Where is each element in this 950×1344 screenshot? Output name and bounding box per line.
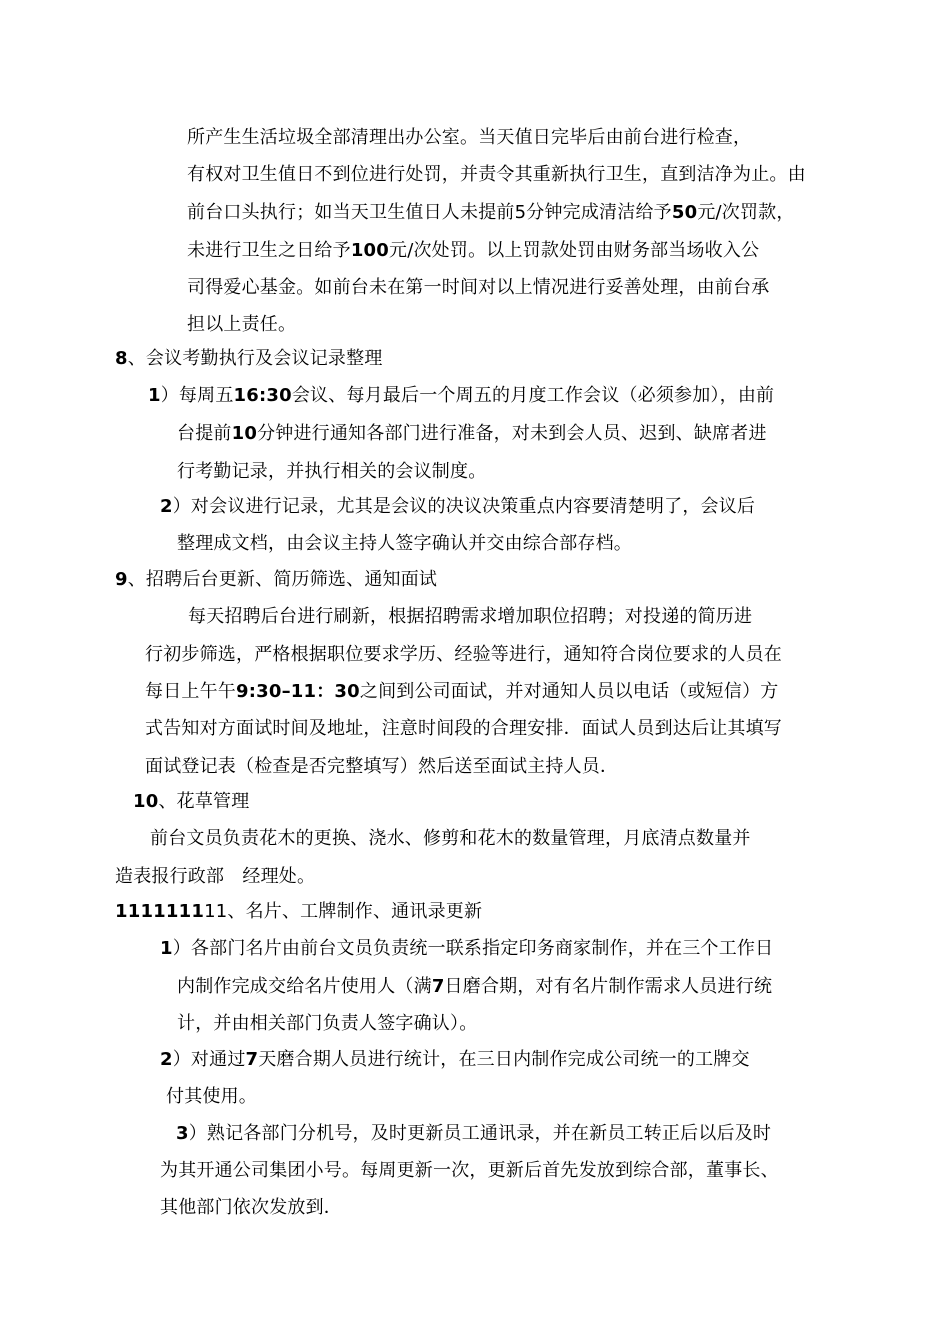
paragraph-line: 有权对卫生值日不到位进行处罚，并责令其重新执行卫生，直到洁净为止。由 <box>187 164 806 185</box>
paragraph-line: 担以上责任。 <box>187 314 297 335</box>
paragraph-line: 司得爱心基金。如前台未在第一时间对以上情况进行妥善处理，由前台承 <box>187 277 770 298</box>
paragraph-line: 内制作完成交给名片使用人（满7日磨合期，对有名片制作需求人员进行统 <box>177 976 773 997</box>
paragraph-line: 造表报行政部 经理处。 <box>115 866 316 887</box>
section-heading-9: 9、招聘后台更新、简历筛选、通知面试 <box>115 569 438 590</box>
paragraph-line: 所产生生活垃圾全部清理出办公室。当天值日完毕后由前台进行检查， <box>187 127 752 148</box>
paragraph-line: 计，并由相关部门负责人签字确认）。 <box>177 1013 478 1034</box>
paragraph-line: 付其使用。 <box>166 1086 257 1107</box>
paragraph-line: 式告知对方面试时间及地址，注意时间段的合理安排．面试人员到达后让其填写 <box>145 718 782 739</box>
section-heading-11: 111111111、名片、工牌制作、通讯录更新 <box>115 901 483 922</box>
paragraph-line: 其他部门依次发放到． <box>160 1197 342 1218</box>
list-item: 3）熟记各部门分机号，及时更新员工通讯录，并在新员工转正后以后及时 <box>176 1123 772 1144</box>
paragraph-line: 面试登记表（检查是否完整填写）然后送至面试主持人员． <box>145 756 619 777</box>
paragraph-line: 前台口头执行；如当天卫生值日人未提前5分钟完成清洁给予50元/次罚款， <box>187 202 795 223</box>
section-heading-8: 8、会议考勤执行及会议记录整理 <box>115 348 383 369</box>
list-item: 1）各部门名片由前台文员负责统一联系指定印务商家制作，并在三个工作日 <box>160 938 774 959</box>
paragraph-line: 为其开通公司集团小号。每周更新一次，更新后首先发放到综合部，董事长、 <box>160 1160 779 1181</box>
section-heading-10: 10、花草管理 <box>133 791 250 812</box>
paragraph-line: 未进行卫生之日给予100元/次处罚。以上罚款处罚由财务部当场收入公 <box>187 240 760 261</box>
paragraph-line: 台提前10分钟进行通知各部门进行准备，对未到会人员、迟到、缺席者进 <box>177 423 767 444</box>
paragraph-line: 整理成文档，由会议主持人签字确认并交由综合部存档。 <box>177 533 632 554</box>
paragraph-line: 行考勤记录，并执行相关的会议制度。 <box>177 461 487 482</box>
list-item: 1）每周五16:30会议、每月最后一个周五的月度工作会议（必须参加），由前 <box>148 385 775 406</box>
list-item: 2）对通过7天磨合期人员进行统计，在三日内制作完成公司统一的工牌交 <box>160 1049 750 1070</box>
list-item: 2）对会议进行记录，尤其是会议的决议决策重点内容要清楚明了，会议后 <box>160 496 756 517</box>
paragraph-line: 前台文员负责花木的更换、浇水、修剪和花木的数量管理，月底清点数量并 <box>150 828 751 849</box>
paragraph-line: 每日上午午9:30–11：30之间到公司面试，并对通知人员以电话（或短信）方 <box>145 681 779 702</box>
paragraph-line: 行初步筛选，严格根据职位要求学历、经验等进行，通知符合岗位要求的人员在 <box>145 644 782 665</box>
paragraph-line: 每天招聘后台进行刷新，根据招聘需求增加职位招聘；对投递的简历进 <box>188 606 753 627</box>
